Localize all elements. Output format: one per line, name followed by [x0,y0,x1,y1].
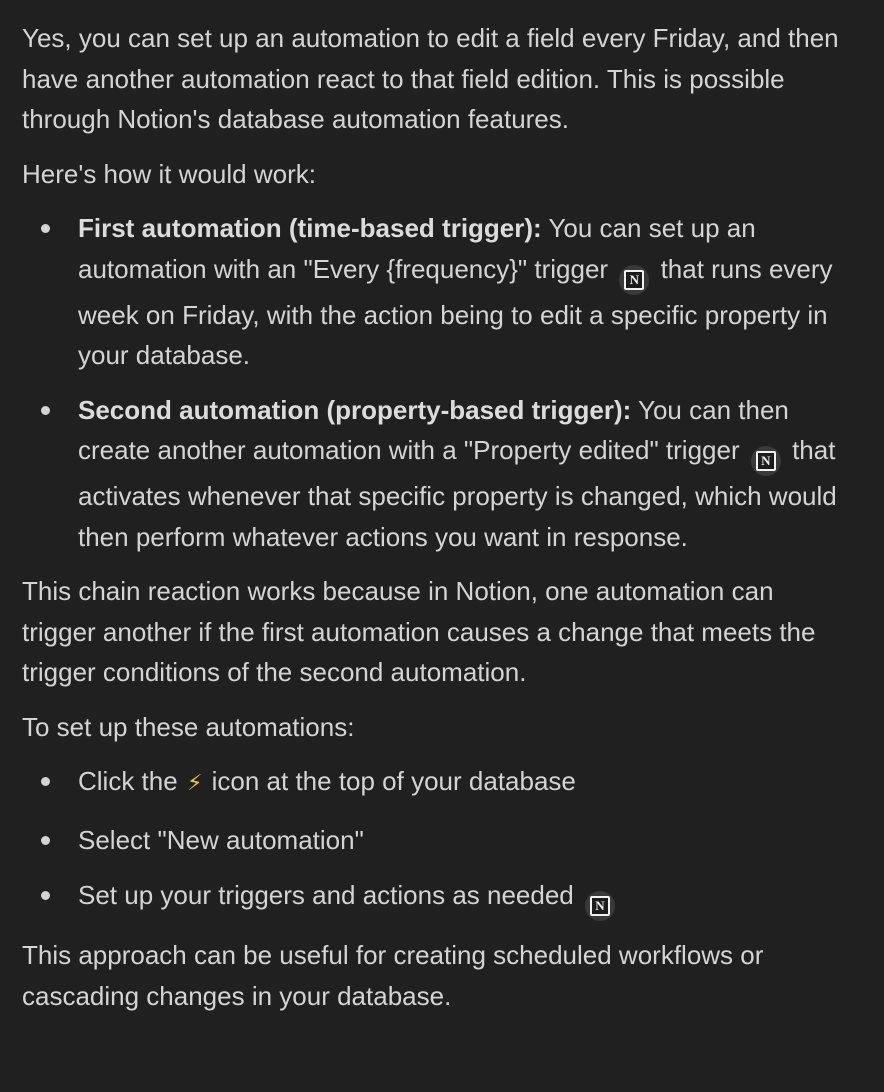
step-text: You can then create another automation with a "Property edited" trigger [78,394,789,465]
step-text-continued: that runs every week on Friday, with the action being to edit a specific property in your database. [78,253,833,370]
step-text: You can set up an automation with an "Every {frequency}" trigger [78,213,756,284]
intro-paragraph: Yes, you can set up an automation to edit a field every Friday, and then have another automation react to that field edition. This is possible through Notion's database automation features. [22,23,839,134]
notion-citation-icon[interactable] [751,446,781,476]
list-item [22,208,852,376]
bullet-dot [41,224,50,233]
list-item [22,875,852,921]
setup-step-text: Click the [78,766,178,796]
setup-step-text: Set up your triggers and actions as needed [78,880,574,910]
notion-citation-icon[interactable] [619,265,649,295]
setup-heading: To set up these automations: [22,711,355,742]
step-title: Second automation (property-based trigger): [78,394,632,425]
bullet-dot [41,891,50,900]
step-text-continued: that activates whenever that specific property is changed, which would then perform whatever actions you want in response. [78,435,837,552]
setup-list [22,761,852,921]
list-item [22,390,852,558]
list-item [22,761,852,805]
setup-step-text-continued: icon at the top of your database [211,766,576,796]
assistant-message [22,18,852,1030]
bullet-dot [41,406,50,415]
notion-logo-icon: N [756,451,776,471]
notion-logo-icon: N [590,896,610,916]
notion-logo-icon: N [624,270,644,290]
notion-citation-icon[interactable] [585,891,615,921]
how-list [22,208,852,557]
setup-step-text: Select "New automation" [78,824,364,855]
step-title: First automation (time-based trigger): [78,213,542,243]
lightning-bolt-icon: ⚡ [186,771,203,796]
bullet-dot [41,836,50,845]
bullet-dot [41,777,50,786]
closing-paragraph: This approach can be useful for creating scheduled workflows or cascading changes in your database. [22,940,764,1011]
list-item [22,820,852,861]
how-heading: Here's how it would work: [22,158,316,189]
chain-paragraph: This chain reaction works because in Notion, one automation can trigger another if the first automation causes a change that meets the trigger conditions of the second automation. [22,576,816,687]
